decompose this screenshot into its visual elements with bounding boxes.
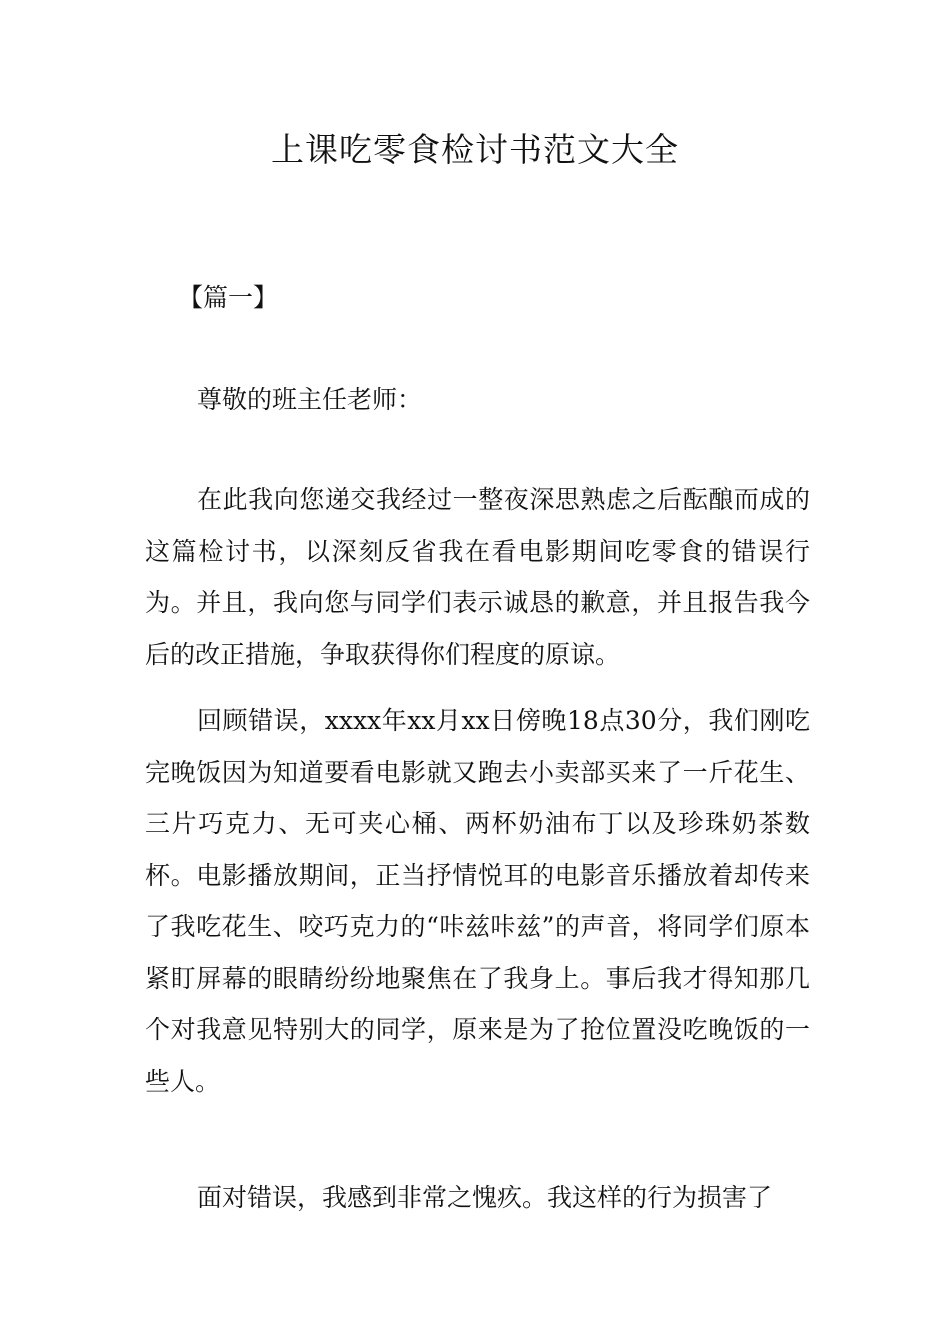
paragraph-2: 回顾错误，xxxx年xx月xx日傍晚18点30分，我们刚吃完晚饭因为知道要看电影就又跑去小卖部买来了一斤花生、三片巧克力、无可夹心桶、两杯奶油布丁以及珍珠奶茶数杯。电影播放期间，正当抒情悦耳的电影音乐播放着却传来了我吃花生、咬巧克力的“咔兹咔兹”的声音，将同学们原本紧盯屏幕的眼睛纷纷地聚焦在了我身上。事后我才得知那几个对我意见特别大的同学，原来是为了抢位置没吃晚饭的一些人。 [145,706,810,1096]
paragraph-3: 面对错误，我感到非常之愧疚。我这样的行为损害了 [197,1183,773,1212]
salutation: 尊敬的班主任老师： [197,385,423,414]
document-title: 上课吃零食检讨书范文大全 [271,130,679,169]
section-label: 【篇一】 [178,283,279,312]
paragraph-1: 在此我向您递交我经过一整夜深思熟虑之后酝酿而成的这篇检讨书，以深刻反省我在看电影期间吃零食的错误行为。并且，我向您与同学们表示诚恳的歉意，并且报告我今后的改正措施，争取获得你们程度的原谅。 [145,485,810,669]
